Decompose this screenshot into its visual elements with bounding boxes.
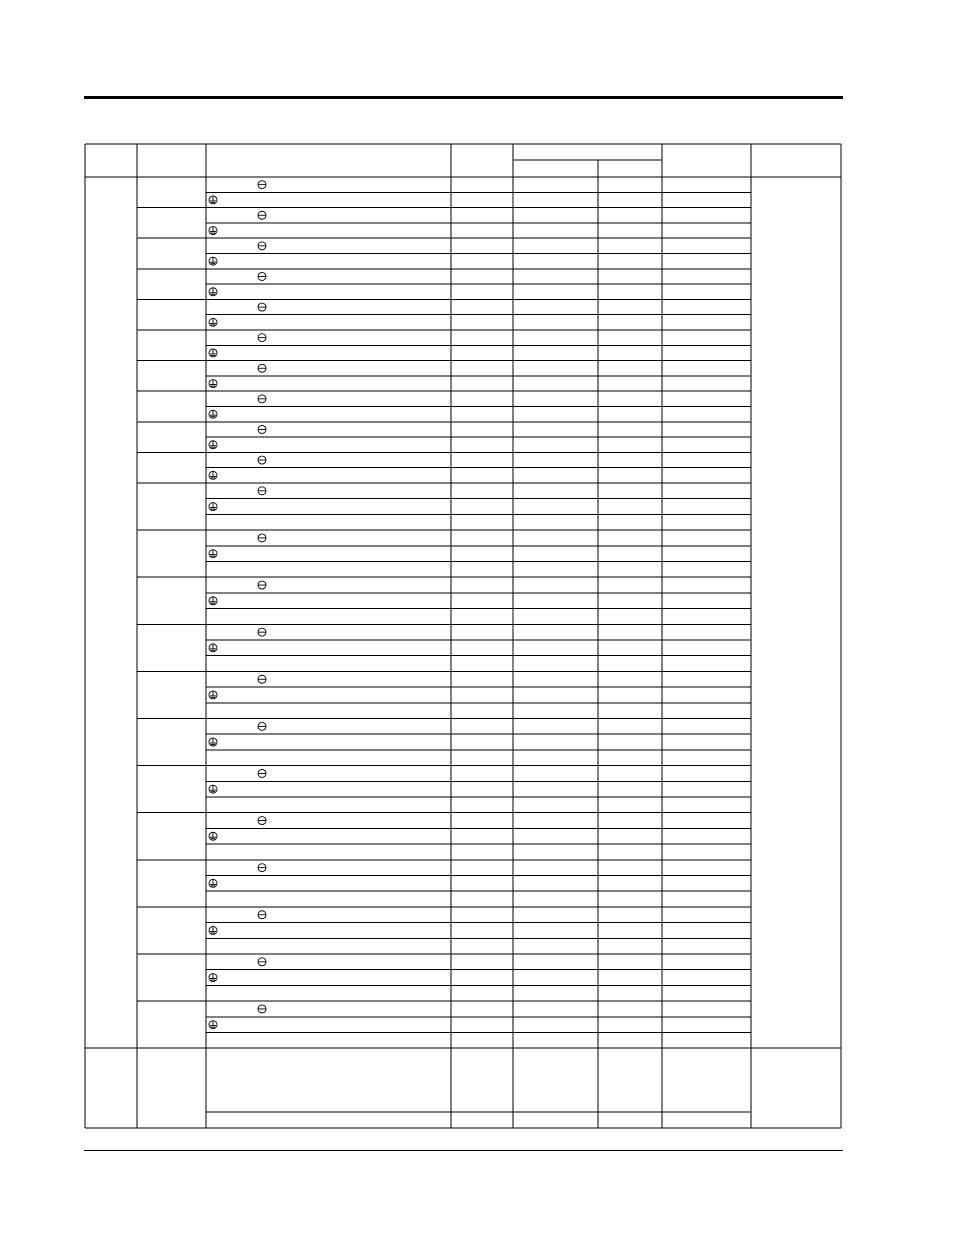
circled-minus-icon: [258, 1005, 266, 1013]
circled-earth-icon: [209, 410, 217, 418]
circled-earth-icon: [209, 597, 217, 605]
footer-rule: [84, 1150, 843, 1151]
circled-earth-icon: [209, 441, 217, 449]
circled-earth-icon: [209, 926, 217, 934]
circled-earth-icon: [209, 257, 217, 265]
circled-earth-icon: [209, 503, 217, 511]
circled-earth-icon: [209, 974, 217, 982]
circled-earth-icon: [209, 738, 217, 746]
circled-earth-icon: [209, 832, 217, 840]
circled-earth-icon: [209, 318, 217, 326]
circled-minus-icon: [258, 425, 266, 433]
circled-minus-icon: [258, 364, 266, 372]
circled-minus-icon: [258, 769, 266, 777]
circled-minus-icon: [258, 958, 266, 966]
circled-minus-icon: [258, 242, 266, 250]
circled-earth-icon: [209, 879, 217, 887]
circled-minus-icon: [258, 722, 266, 730]
circled-earth-icon: [209, 550, 217, 558]
circled-minus-icon: [258, 534, 266, 542]
circled-minus-icon: [258, 581, 266, 589]
circled-earth-icon: [209, 1021, 217, 1029]
circled-earth-icon: [209, 785, 217, 793]
circled-earth-icon: [209, 471, 217, 479]
circled-earth-icon: [209, 288, 217, 296]
circled-earth-icon: [209, 644, 217, 652]
circled-earth-icon: [209, 691, 217, 699]
circled-minus-icon: [258, 911, 266, 919]
circled-minus-icon: [258, 456, 266, 464]
circled-earth-icon: [209, 227, 217, 235]
circled-minus-icon: [258, 817, 266, 825]
circled-minus-icon: [258, 272, 266, 280]
circled-minus-icon: [258, 675, 266, 683]
circled-earth-icon: [209, 349, 217, 357]
circled-minus-icon: [258, 181, 266, 189]
circled-minus-icon: [258, 334, 266, 342]
circled-earth-icon: [209, 380, 217, 388]
circled-minus-icon: [258, 303, 266, 311]
circled-minus-icon: [258, 628, 266, 636]
circled-minus-icon: [258, 487, 266, 495]
circled-minus-icon: [258, 211, 266, 219]
circled-minus-icon: [258, 395, 266, 403]
circled-earth-icon: [209, 196, 217, 204]
circled-minus-icon: [258, 864, 266, 872]
